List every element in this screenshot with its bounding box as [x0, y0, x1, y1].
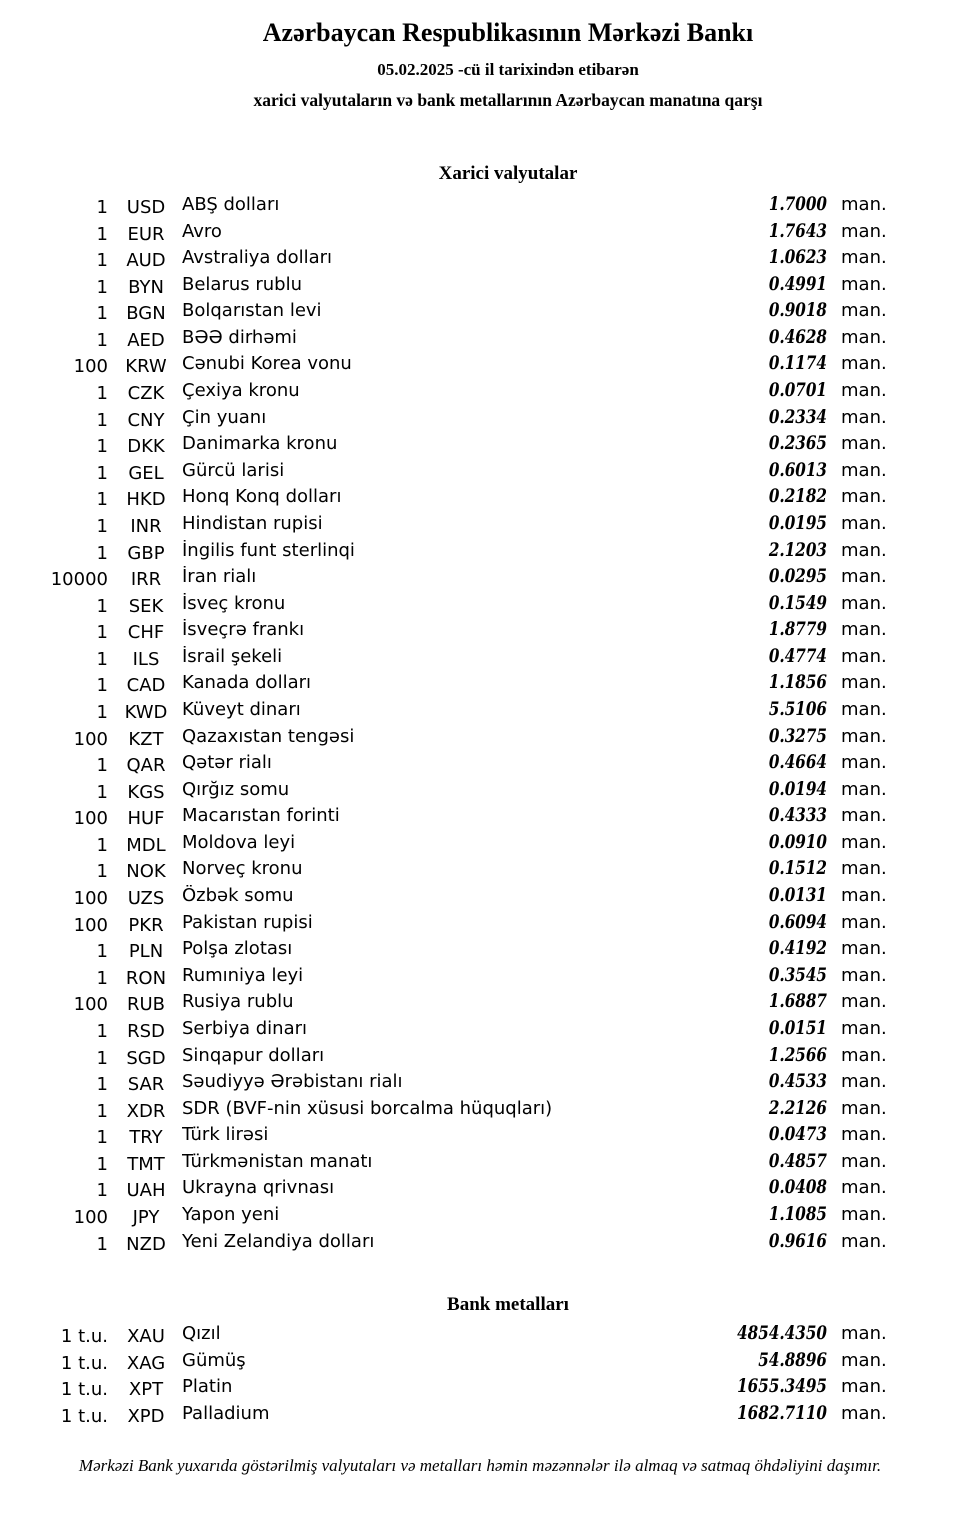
currency-code: USD [126, 197, 166, 218]
currency-code: GBP [127, 542, 165, 564]
currency-rate-value: 1.7643 [768, 219, 827, 242]
currency-code: SAR [127, 1074, 165, 1096]
currency-rate-value: 0.3275 [768, 724, 827, 747]
currency-code: NZD [126, 1233, 166, 1255]
currency-name: Kanada dolları [182, 672, 312, 694]
currency-code: RON [125, 967, 167, 989]
currency-row [0, 1176, 960, 1203]
manat-unit-label: man. [841, 353, 887, 375]
currency-rate-value: 2.1203 [768, 538, 827, 561]
currency-rate-value: 1.1856 [768, 671, 827, 694]
currency-name: Çexiya kronu [182, 380, 300, 402]
currency-name: SDR (BVF-nin xüsusi borcalma hüquqları) [182, 1097, 553, 1119]
currency-rate-value: 0.9616 [768, 1229, 827, 1252]
metal-row [0, 1375, 960, 1402]
currency-row [0, 1044, 960, 1071]
currency-rate-value: 0.4991 [768, 272, 827, 295]
metal-row [0, 1402, 960, 1429]
manat-unit-label: man. [841, 406, 887, 428]
currency-quantity: 1 [96, 648, 108, 670]
currency-quantity: 1 [96, 383, 108, 405]
currency-quantity: 10000 [50, 569, 108, 591]
subtitle: xarici valyutaların və bank metallarının Azərbaycan manatına qarşı [253, 90, 763, 110]
currency-row [0, 1017, 960, 1044]
metal-quantity: 1 t.u. [60, 1326, 108, 1348]
currency-code: CNY [127, 409, 165, 431]
currency-code: CZK [127, 383, 165, 405]
currency-name: Avro [182, 220, 222, 242]
currency-code: RUB [126, 994, 166, 1016]
currency-quantity: 1 [96, 436, 108, 458]
currency-quantity: 1 [96, 1074, 108, 1096]
manat-unit-label: man. [841, 1323, 887, 1345]
currency-row [0, 565, 960, 592]
currency-code: KWD [124, 701, 168, 723]
manat-unit-label: man. [841, 619, 887, 641]
currency-rate-value: 0.6013 [768, 458, 827, 481]
currency-rate-value: 0.0295 [768, 565, 827, 588]
currency-quantity: 1 [96, 834, 108, 856]
disclaimer-text: Mərkəzi Bank yuxarıda göstərilmiş valyutaları və metalları həmin məzənnələr ilə almaq və satmaq öhdəliyini daşımır. [78, 1456, 882, 1476]
currency-quantity: 1 [96, 409, 108, 431]
manat-unit-label: man. [841, 991, 887, 1013]
metal-code: XPT [128, 1379, 164, 1401]
currency-quantity: 1 [96, 462, 108, 484]
currency-code: EUR [127, 223, 165, 245]
currency-code: JPY [132, 1206, 160, 1228]
effective-date-line: 05.02.2025 -cü il tarixindən etibarən [377, 60, 639, 79]
currency-code: KGS [127, 781, 165, 803]
currency-row [0, 725, 960, 752]
currency-code: AUD [126, 250, 166, 272]
currency-name: Özbək somu [182, 885, 294, 907]
currency-name: Türkmənistan manatı [182, 1150, 373, 1172]
currency-rate-value: 1.8779 [768, 618, 827, 641]
currency-row [0, 1150, 960, 1177]
currency-rate-value: 0.0408 [768, 1176, 827, 1199]
currency-rate-value: 0.9018 [768, 299, 827, 322]
currency-quantity: 1 [96, 542, 108, 564]
currency-rate-value: 0.0194 [768, 777, 827, 800]
currency-rate-value: 0.4628 [768, 325, 827, 348]
currency-rate-value: 0.3545 [768, 963, 827, 986]
currency-name: Norveç kronu [182, 858, 303, 880]
manat-unit-label: man. [841, 1203, 887, 1225]
currency-quantity: 1 [96, 250, 108, 272]
manat-unit-label: man. [841, 725, 887, 747]
manat-unit-label: man. [841, 1097, 887, 1119]
currency-quantity: 1 [96, 223, 108, 245]
currency-rate-value: 1.2566 [768, 1043, 827, 1066]
currency-row [0, 884, 960, 911]
manat-unit-label: man. [841, 300, 887, 322]
metal-rate-value: 1655.3495 [737, 1375, 827, 1398]
metal-rate-value: 54.8896 [758, 1348, 827, 1371]
metal-code: XPD [127, 1405, 165, 1427]
currency-name: Honq Konq dolları [182, 486, 342, 508]
manat-unit-label: man. [841, 539, 887, 561]
manat-unit-label: man. [841, 1044, 887, 1066]
currency-code: ILS [132, 648, 160, 670]
currency-rate-value: 0.4333 [768, 804, 827, 827]
currency-row [0, 1123, 960, 1150]
manat-unit-label: man. [841, 566, 887, 588]
currency-rate-value: 0.0131 [768, 884, 827, 907]
manat-unit-label: man. [841, 592, 887, 614]
currency-list [0, 193, 960, 1256]
currency-quantity: 1 [96, 276, 108, 298]
currency-quantity: 1 [96, 515, 108, 537]
currency-name: Belarus rublu [182, 273, 303, 295]
currency-name: Yeni Zelandiya dolları [182, 1230, 375, 1252]
currency-quantity: 1 [96, 1180, 108, 1202]
currency-quantity: 100 [73, 888, 108, 910]
currency-row [0, 1203, 960, 1230]
currency-row [0, 778, 960, 805]
currency-name: İsveçrə frankı [182, 619, 305, 641]
currency-code: TMT [127, 1153, 165, 1175]
currency-name: Qazaxıstan tengəsi [182, 725, 355, 747]
currency-row [0, 671, 960, 698]
currency-rate-value: 0.0473 [768, 1123, 827, 1146]
manat-unit-label: man. [841, 1124, 887, 1146]
currency-name: Gürcü larisi [182, 459, 285, 481]
currency-quantity: 1 [96, 861, 108, 883]
currency-code: KRW [125, 356, 167, 378]
manat-unit-label: man. [841, 645, 887, 667]
manat-unit-label: man. [841, 964, 887, 986]
currency-code: PKR [128, 914, 164, 936]
currency-code: BYN [128, 276, 164, 298]
currency-row [0, 831, 960, 858]
currency-row [0, 804, 960, 831]
currency-name: Danimarka kronu [182, 433, 338, 455]
currency-rate-value: 0.4774 [768, 644, 827, 667]
currency-quantity: 1 [96, 1047, 108, 1069]
currency-rate-value: 0.1549 [768, 591, 827, 614]
currency-row [0, 273, 960, 300]
currency-rate-value: 0.0151 [768, 1016, 827, 1039]
currency-row [0, 1097, 960, 1124]
currency-row [0, 432, 960, 459]
manat-unit-label: man. [841, 220, 887, 242]
metal-quantity: 1 t.u. [60, 1405, 108, 1427]
manat-unit-label: man. [841, 194, 887, 215]
currency-name: İngilis funt sterlinqi [182, 539, 355, 561]
currency-row [0, 352, 960, 379]
currency-row [0, 246, 960, 273]
currency-name: Türk lirəsi [182, 1124, 269, 1146]
manat-unit-label: man. [841, 1349, 887, 1371]
currency-name: Pakistan rupisi [182, 911, 313, 933]
currency-row [0, 406, 960, 433]
manat-unit-label: man. [841, 486, 887, 508]
currency-row [0, 964, 960, 991]
currency-code: PLN [128, 941, 164, 963]
currency-rate-value: 1.1085 [768, 1202, 827, 1225]
currency-code: GEL [128, 462, 164, 484]
currency-name: Rusiya rublu [182, 991, 294, 1013]
currency-code: XDR [126, 1100, 166, 1122]
currency-row [0, 990, 960, 1017]
manat-unit-label: man. [841, 512, 887, 534]
currency-code: INR [130, 515, 162, 537]
currency-name: Macarıstan forinti [182, 805, 340, 827]
currency-rate-value: 0.1174 [768, 352, 827, 375]
currency-name: İsrail şekeli [182, 645, 283, 667]
currency-rate-value: 2.2126 [768, 1096, 827, 1119]
currency-code: QAR [126, 755, 166, 777]
currency-row [0, 512, 960, 539]
currency-quantity: 100 [73, 728, 108, 750]
currency-rate-value: 0.6094 [768, 910, 827, 933]
currency-code: KZT [128, 728, 164, 750]
metal-rate-value: 1682.7110 [737, 1401, 827, 1424]
currency-row [0, 539, 960, 566]
currency-quantity: 1 [96, 941, 108, 963]
currency-rate-value: 0.0701 [768, 379, 827, 402]
currency-rate-value: 0.4533 [768, 1070, 827, 1093]
currency-row [0, 618, 960, 645]
metal-name: Qızıl [182, 1323, 221, 1345]
currency-row [0, 751, 960, 778]
currency-row [0, 326, 960, 353]
currency-code: CAD [126, 675, 166, 697]
metal-name: Palladium [182, 1402, 270, 1424]
currency-rate-value: 1.0623 [768, 246, 827, 269]
manat-unit-label: man. [841, 433, 887, 455]
currency-rate-value: 0.4857 [768, 1149, 827, 1172]
manat-unit-label: man. [841, 1177, 887, 1199]
currency-row [0, 1230, 960, 1257]
currency-rate-value: 0.4664 [768, 751, 827, 774]
currency-quantity: 1 [96, 1020, 108, 1042]
metal-name: Platin [182, 1376, 233, 1398]
currency-name: Ukrayna qrivnası [182, 1177, 335, 1199]
metal-list [0, 1322, 960, 1428]
currency-code: NOK [126, 861, 166, 883]
currency-name: Bolqarıstan levi [182, 300, 322, 322]
currency-quantity: 1 [96, 303, 108, 325]
metal-quantity: 1 t.u. [60, 1379, 108, 1401]
currency-quantity: 1 [96, 1233, 108, 1255]
currency-code: UZS [127, 888, 165, 910]
currency-row [0, 220, 960, 247]
currency-code: BGN [126, 303, 166, 325]
currency-row [0, 459, 960, 486]
manat-unit-label: man. [841, 273, 887, 295]
currency-name: Moldova leyi [182, 831, 296, 853]
currency-code: RSD [127, 1020, 165, 1042]
header [0, 18, 960, 112]
currency-name: Polşa zlotası [182, 938, 293, 960]
currency-quantity: 1 [96, 755, 108, 777]
metals-section-title: Bank metalları [447, 1294, 569, 1316]
metal-code: XAG [126, 1352, 166, 1374]
currency-row [0, 911, 960, 938]
manat-unit-label: man. [841, 1150, 887, 1172]
manat-unit-label: man. [841, 1017, 887, 1039]
manat-unit-label: man. [841, 805, 887, 827]
currency-code: DKK [127, 436, 165, 458]
currency-row [0, 592, 960, 619]
currency-row [0, 937, 960, 964]
currency-rate-value: 0.2365 [768, 432, 827, 455]
currency-quantity: 1 [96, 329, 108, 351]
currency-name: Sinqapur dolları [182, 1044, 325, 1066]
metal-rate-value: 4854.4350 [737, 1322, 827, 1345]
metal-name: Gümüş [182, 1349, 246, 1371]
currency-code: AED [127, 329, 165, 351]
manat-unit-label: man. [841, 831, 887, 853]
currency-row [0, 645, 960, 672]
currency-quantity: 1 [96, 781, 108, 803]
currency-quantity: 1 [96, 595, 108, 617]
currency-quantity: 1 [96, 1153, 108, 1175]
currency-quantity: 1 [96, 701, 108, 723]
currency-name: Səudiyyə Ərəbistanı rialı [182, 1071, 403, 1093]
currency-name: Rumıniya leyi [182, 964, 304, 986]
currency-rate-value: 0.2334 [768, 405, 827, 428]
currency-rate-value: 5.5106 [768, 697, 827, 720]
manat-unit-label: man. [841, 459, 887, 481]
currency-code: TRY [129, 1127, 163, 1149]
currency-quantity: 1 [96, 489, 108, 511]
currency-row [0, 379, 960, 406]
currency-rate-value: 1.6887 [768, 990, 827, 1013]
manat-unit-label: man. [841, 326, 887, 348]
currency-row [0, 1070, 960, 1097]
currency-name: İsveç kronu [182, 592, 286, 614]
currency-rate-value: 0.1512 [768, 857, 827, 880]
currency-name: Küveyt dinarı [182, 698, 301, 720]
manat-unit-label: man. [841, 1402, 887, 1424]
currency-code: SEK [128, 595, 164, 617]
currency-code: UAH [126, 1180, 166, 1202]
currency-name: Avstraliya dolları [182, 247, 333, 269]
currency-quantity: 1 [96, 197, 108, 218]
manat-unit-label: man. [841, 778, 887, 800]
manat-unit-label: man. [841, 1230, 887, 1252]
currency-name: Çin yuanı [182, 406, 267, 428]
currency-row [0, 193, 960, 220]
currency-code: HKD [126, 489, 166, 511]
manat-unit-label: man. [841, 247, 887, 269]
currency-quantity: 100 [73, 356, 108, 378]
manat-unit-label: man. [841, 380, 887, 402]
currency-quantity: 1 [96, 967, 108, 989]
currency-name: Cənubi Korea vonu [182, 353, 352, 375]
manat-unit-label: man. [841, 858, 887, 880]
currency-code: SGD [126, 1047, 166, 1069]
currency-quantity: 1 [96, 675, 108, 697]
metal-quantity: 1 t.u. [60, 1352, 108, 1374]
currency-name: Yapon yeni [182, 1203, 280, 1225]
currency-row [0, 485, 960, 512]
currency-row [0, 299, 960, 326]
currency-name: Qətər rialı [182, 752, 272, 774]
currency-rate-value: 0.2182 [768, 485, 827, 508]
currency-quantity: 1 [96, 622, 108, 644]
currency-rate-value: 0.0910 [768, 830, 827, 853]
manat-unit-label: man. [841, 698, 887, 720]
currency-code: CHF [127, 622, 165, 644]
page-title: Azərbaycan Respublikasının Mərkəzi Bankı [262, 18, 754, 47]
manat-unit-label: man. [841, 1071, 887, 1093]
manat-unit-label: man. [841, 938, 887, 960]
currency-row [0, 857, 960, 884]
currency-rate-value: 0.4192 [768, 937, 827, 960]
currency-name: Serbiya dinarı [182, 1017, 307, 1039]
currency-name: ABŞ dolları [182, 194, 280, 215]
currency-quantity: 1 [96, 1127, 108, 1149]
manat-unit-label: man. [841, 672, 887, 694]
currency-quantity: 100 [73, 914, 108, 936]
currency-rate-value: 0.0195 [768, 511, 827, 534]
currency-name: İran rialı [182, 566, 257, 588]
currency-quantity: 100 [73, 1206, 108, 1228]
currency-name: Qırğız somu [182, 778, 290, 800]
currency-quantity: 100 [73, 994, 108, 1016]
manat-unit-label: man. [841, 1376, 887, 1398]
manat-unit-label: man. [841, 885, 887, 907]
metal-row [0, 1349, 960, 1376]
metal-code: XAU [127, 1326, 165, 1348]
currency-rate-value: 1.7000 [768, 193, 827, 215]
currencies-section-title: Xarici valyutalar [438, 163, 578, 184]
currency-name: Hindistan rupisi [182, 512, 323, 534]
currency-quantity: 100 [73, 808, 108, 830]
currency-code: HUF [127, 808, 165, 830]
currency-code: MDL [126, 834, 166, 856]
manat-unit-label: man. [841, 752, 887, 774]
currency-row [0, 698, 960, 725]
manat-unit-label: man. [841, 911, 887, 933]
currency-name: BƏƏ dirhəmi [182, 326, 297, 348]
metal-row [0, 1322, 960, 1349]
currency-code: IRR [130, 569, 162, 591]
currency-quantity: 1 [96, 1100, 108, 1122]
